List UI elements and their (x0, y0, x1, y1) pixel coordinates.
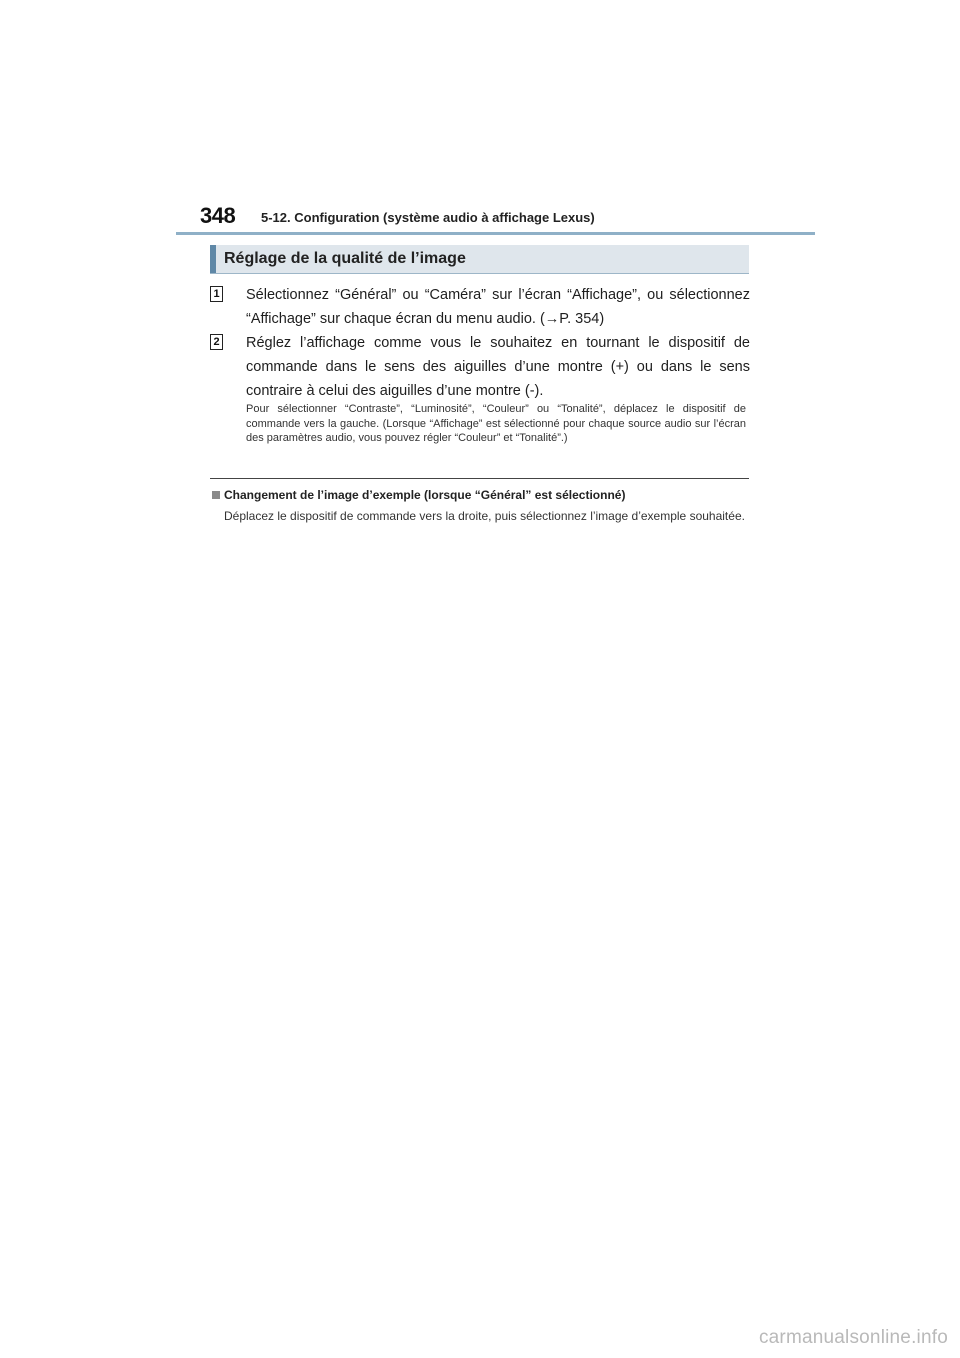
subsection-body: Déplacez le dispositif de commande vers la droite, puis sélectionnez l’image d’exemple souhaitée. (224, 509, 745, 523)
step-number-2: 2 (210, 334, 223, 350)
separator-rule (210, 478, 749, 479)
heading-accent-bar (210, 245, 216, 273)
step-text-2: Réglez l’affichage comme vous le souhaitez en tournant le dispositif de commande dans le sens des aiguilles d’une montre (+) ou dans le sens contraire à celui des aiguilles d’une montre (-). (246, 335, 750, 399)
step-note: Pour sélectionner “Contraste”, “Luminosité”, “Couleur” ou “Tonalité”, déplacez le dispositif de commande vers la gauche. (Lorsque “Affichage” est sélectionné pour chaque source audio sur l’écran des paramètres audio, vous pouvez régler “Couleur” et “Tonalité”.) (246, 403, 746, 444)
watermark: carmanualsonline.info (758, 1327, 948, 1348)
page-number: 348 (200, 203, 236, 228)
step-2 (210, 331, 750, 403)
heading-band (210, 245, 749, 274)
step-text-1: Sélectionnez “Général” ou “Caméra” sur l’écran “Affichage”, ou sélectionnez “Affichage” sur chaque écran du menu audio. (→P. 354) (246, 287, 750, 327)
heading-title: Réglage de la qualité de l’image (224, 250, 466, 267)
subsection-title: Changement de l’image d’exemple (lorsque “Général” est sélectionné) (224, 488, 626, 502)
step-1 (210, 283, 750, 331)
square-bullet-icon (212, 491, 220, 499)
step-number-1: 1 (210, 286, 223, 302)
header-rule (176, 232, 815, 235)
section-title: 5-12. Configuration (système audio à affichage Lexus) (261, 210, 595, 225)
subsection-heading (212, 488, 752, 502)
